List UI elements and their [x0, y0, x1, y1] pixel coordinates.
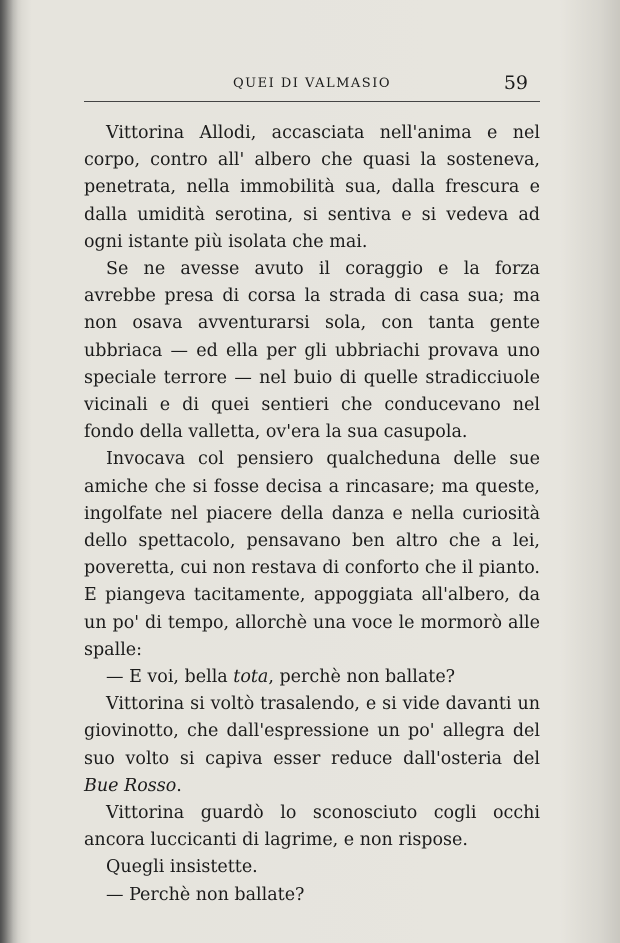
tavern-name: Bue Rosso: [84, 775, 177, 796]
paragraph-7: Quegli insistette.: [106, 857, 258, 878]
paragraph-5: [84, 691, 540, 800]
spine-shadow: [0, 0, 22, 943]
paragraph-8-dialogue: — Perchè non ballate?: [106, 884, 305, 905]
header-rule: [84, 101, 540, 102]
dialect-word: tota: [233, 667, 269, 688]
page-number: 59: [503, 72, 528, 94]
paragraph-2: Se ne avesse avuto il coraggio e la forza avrebbe presa di corsa la strada di casa sua; ma non osava avventurarsi sola, con tanta gente ubbriaca — ed ella per gli ubbriachi provava uno speciale terrore — nel buio di quelle stradicciuole vicinali e di quei sentieri che conducevano nel fondo della valletta, ov'era la sua casupola.: [84, 259, 540, 443]
paragraph-1: Vittorina Allodi, accasciata nell'anima e nel corpo, contro all' albero che quasi la sosteneva, penetrata, nella immobilità sua, dalla frescura e dalla umidità serotina, si sentiva e si vedeva ad ogni istante più isolata che mai.: [84, 123, 540, 252]
dialogue-text: — E voi, bella: [106, 667, 234, 688]
paragraph-4-dialogue: [84, 664, 540, 691]
paragraph-text: Vittorina si voltò trasalendo, e si vide davanti un giovinotto, che dall'espressione un po' allegra del suo volto si capiva esser reduce dall'osteria del: [84, 694, 540, 769]
running-title: QUEI DI VALMASIO: [233, 76, 391, 91]
paragraph-3: Invocava col pensiero qualcheduna delle sue amiche che si fosse decisa a rincasare; ma queste, ingolfate nel piacere della danza e nella curiosità dello spettacolo, pensavano ben altro che a lei, poveretta, cui non restava di conforto che il pianto. E piangeva tacitamente, appoggiata all'albero, da un po' di tempo, allorchè una voce le mormorò alle spalle:: [84, 449, 540, 660]
paragraph-6: Vittorina guardò lo sconosciuto cogli occhi ancora luccicanti di lagrime, e non rispose.: [84, 803, 540, 851]
paragraph-text-end: .: [176, 775, 182, 796]
running-head: [84, 70, 540, 98]
dialogue-text-end: , perchè non ballate?: [268, 667, 456, 688]
body-text: [84, 120, 540, 909]
